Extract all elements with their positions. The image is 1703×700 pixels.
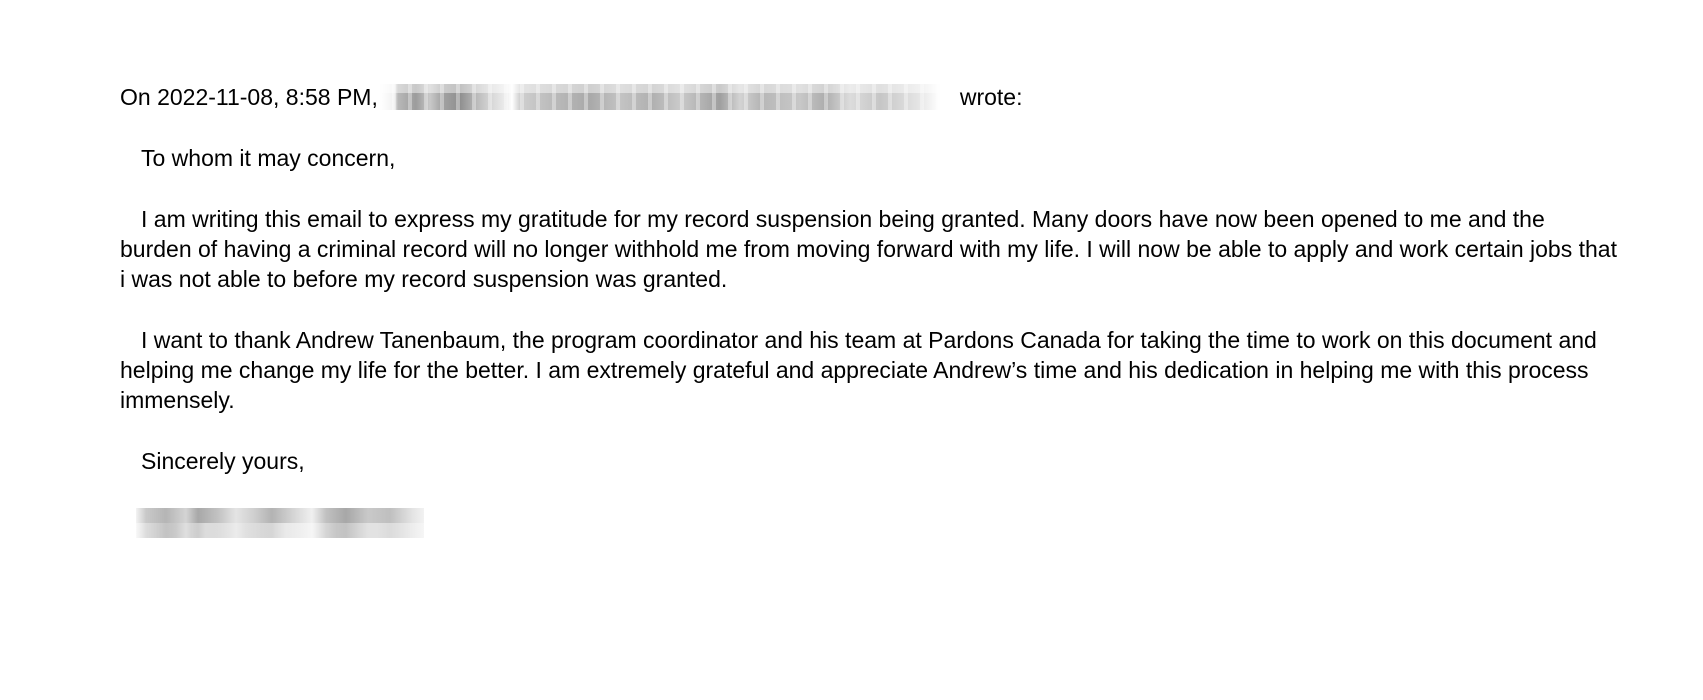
quote-header: [120, 82, 1620, 112]
body-paragraph-1: I am writing this email to express my gratitude for my record suspension being granted. Many doors have now been opened to me and the burden of having a criminal record will no longer withhold me from moving forward with my life. I will now be able to apply and work certain jobs that i was not able to before my record suspension was granted.: [120, 206, 1617, 292]
quote-header-suffix: wrote:: [959, 84, 1023, 110]
salutation: To whom it may concern,: [141, 145, 396, 171]
quoted-email: [120, 82, 1620, 538]
closing: Sincerely yours,: [141, 448, 305, 474]
quote-header-prefix: On 2022-11-08, 8:58 PM,: [120, 84, 378, 110]
body-paragraph-2: I want to thank Andrew Tanenbaum, the program coordinator and his team at Pardons Canada for taking the time to work on this document and helping me change my life for the better. I am extremely grateful and appreciate Andrew’s time and his dedication in helping me with this process immensely.: [120, 327, 1597, 413]
redacted-signature: [136, 508, 424, 538]
redacted-sender-address: [380, 84, 958, 110]
